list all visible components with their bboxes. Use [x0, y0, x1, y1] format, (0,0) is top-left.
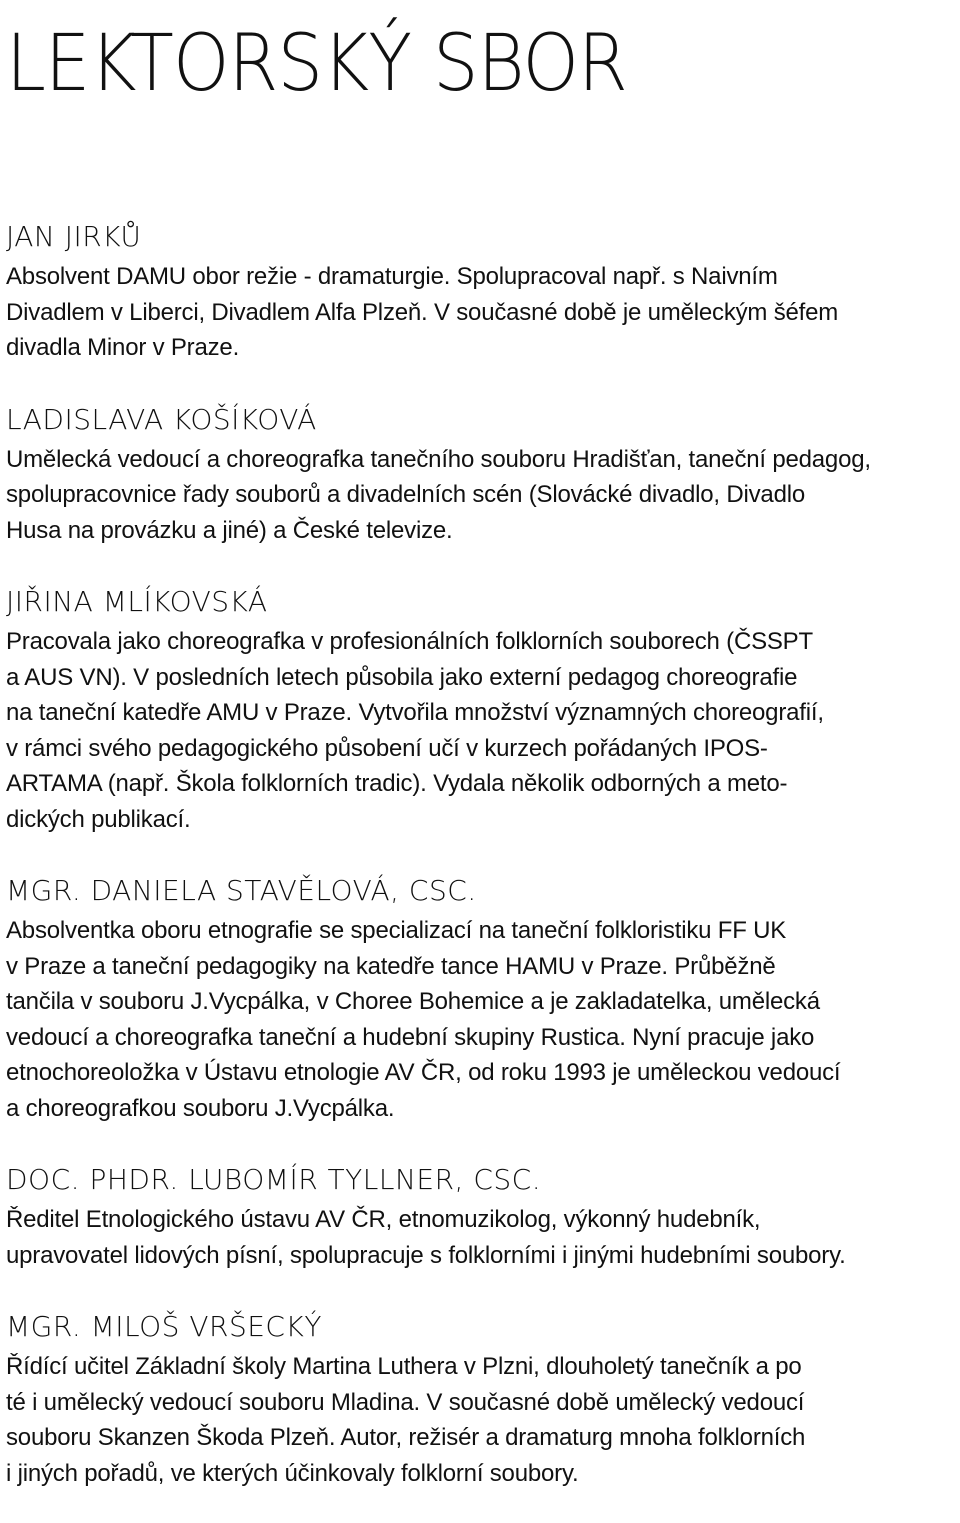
lecturer-bio	[6, 913, 954, 1126]
bio-line: Absolvent DAMU obor režie - dramaturgie. Spolupracoval např. s Naivním	[6, 263, 778, 290]
lecturer-entry	[6, 1305, 954, 1491]
page-title: LEKTORSKÝ SBOR	[6, 19, 627, 109]
lecturer-name: MGR. MILOŠ VRŠECKÝ	[6, 1310, 322, 1343]
lecturer-name: JAN JIRKŮ	[6, 220, 142, 253]
bio-line: Ředitel Etnologického ústavu AV ČR, etnomuzikolog, výkonný hudebník,	[6, 1206, 761, 1233]
bio-line: Husa na provázku a jiné) a České televize.	[6, 516, 453, 544]
bio-line: v rámci svého pedagogického působení učí v kurzech pořádaných IPOS-	[6, 734, 768, 762]
bio-line: Umělecká vedoucí a choreografka tanečního souboru Hradišťan, taneční pedagog,	[6, 445, 871, 473]
lecturer-name: JIŘINA MLÍKOVSKÁ	[6, 585, 268, 618]
document-page	[6, 0, 954, 1487]
lecturer-entry	[6, 869, 954, 1126]
lecturer-name: LADISLAVA KOŠÍKOVÁ	[6, 402, 317, 436]
lecturer-list	[6, 215, 954, 1523]
lecturer-bio	[6, 1349, 954, 1491]
lecturer-bio	[6, 624, 954, 837]
lecturer-entry	[6, 580, 954, 837]
lecturer-entry	[6, 215, 954, 366]
bio-line: upravovatel lidových písní, spolupracuje s folklorními i jinými hudebními soubory.	[6, 1241, 846, 1269]
bio-line: a AUS VN). V posledních letech působila jako externí pedagog choreografie	[6, 663, 798, 691]
bio-line: a choreografkou souboru J.Vycpálka.	[6, 1094, 395, 1122]
bio-line: Divadlem v Liberci, Divadlem Alfa Plzeň. V současné době je uměleckým šéfem	[6, 298, 839, 326]
bio-line: spolupracovnice řady souborů a divadelních scén (Slovácké divadlo, Divadlo	[6, 481, 805, 508]
bio-line: i jiných pořadů, ve kterých účinkovaly folklorní soubory.	[6, 1459, 579, 1487]
bio-line: etnochoreoložka v Ústavu etnologie AV ČR, od roku 1993 je uměleckou vedoucí	[6, 1059, 841, 1086]
lecturer-bio	[6, 259, 954, 366]
bio-line: na taneční katedře AMU v Praze. Vytvořila množství významných choreografií,	[6, 699, 824, 726]
bio-line: ARTAMA (např. Škola folklorních tradic). Vydala několik odborných a meto-	[6, 770, 788, 797]
bio-line: dických publikací.	[6, 805, 191, 833]
lecturer-bio	[6, 442, 954, 549]
bio-line: Řídící učitel Základní školy Martina Luthera v Plzni, dlouholetý tanečník a po	[6, 1353, 802, 1380]
bio-line: tančila v souboru J.Vycpálka, v Choree Bohemice a je zakladatelka, umělecká	[6, 988, 820, 1015]
bio-line: vedoucí a choreografka taneční a hudební skupiny Rustica. Nyní pracuje jako	[6, 1023, 815, 1051]
bio-line: divadla Minor v Praze.	[6, 334, 240, 361]
bio-line: souboru Skanzen Škoda Plzeň. Autor, režisér a dramaturg mnoha folklorních	[6, 1424, 806, 1451]
bio-line: Pracovala jako choreografka v profesionálních folklorních souborech (ČSSPT	[6, 628, 813, 655]
lecturer-entry	[6, 1158, 954, 1273]
bio-line: Absolventka oboru etnografie se specializací na taneční folkloristiku FF UK	[6, 917, 787, 944]
lecturer-entry	[6, 398, 954, 549]
lecturer-name: DOC. PHDR. LUBOMÍR TYLLNER, CSC.	[6, 1163, 542, 1196]
bio-line: v Praze a taneční pedagogiky na katedře tance HAMU v Praze. Průběžně	[6, 952, 776, 980]
lecturer-bio	[6, 1202, 954, 1273]
lecturer-name: MGR. DANIELA STAVĚLOVÁ, CSC.	[6, 874, 477, 907]
bio-line: té i umělecký vedoucí souboru Mladina. V současné době umělecký vedoucí	[6, 1388, 805, 1416]
